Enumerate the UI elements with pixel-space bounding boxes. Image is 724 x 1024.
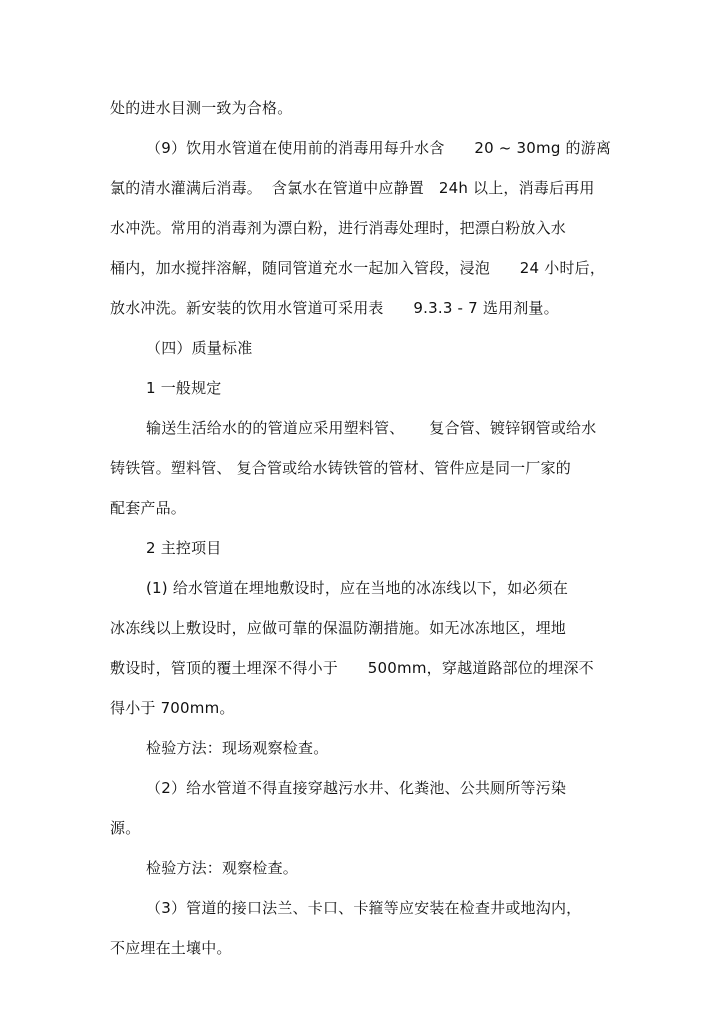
text-line-9: 输送生活给水的的管道应采用塑料管、 复合管、镀锌钢管或给水 [146, 419, 597, 437]
text-line-11: 配套产品。 [110, 499, 187, 517]
text-line-10: 铸铁管。塑料管、 复合管或给水铸铁管的管材、管件应是同一厂家的 [110, 459, 571, 477]
section-heading: （四）质量标准 [146, 339, 253, 357]
text-line-15: 敷设时，管顶的覆土埋深不得小于 500mm，穿越道路部位的埋深不 [110, 659, 594, 677]
text-line-6: 放水冲洗。新安装的饮用水管道可采用表 9.3.3 - 7 选用剂量。 [110, 299, 559, 317]
text-line-3: 氯的清水灌满后消毒。 含氯水在管道中应静置 24h 以上，消毒后再用 [110, 179, 595, 197]
text-line-21: （3）管道的接口法兰、卡口、卡箍等应安装在检查井或地沟内， [146, 899, 582, 917]
text-line-18: （2）给水管道不得直接穿越污水井、化粪池、公共厕所等污染 [146, 779, 567, 797]
text-line-16: 得小于 700mm。 [110, 699, 235, 717]
inspection-method-1: 检验方法：现场观察检查。 [146, 739, 329, 757]
subsection-heading-1: 1 一般规定 [146, 379, 222, 397]
text-line-4: 水冲洗。常用的消毒剂为漂白粉，进行消毒处理时，把漂白粉放入水 [110, 219, 567, 237]
text-line-5: 桶内，加水搅拌溶解，随同管道充水一起加入管段，浸泡 24 小时后， [110, 259, 606, 277]
text-line-19: 源。 [110, 819, 141, 837]
subsection-heading-2: 2 主控项目 [146, 539, 222, 557]
inspection-method-2: 检验方法：观察检查。 [146, 859, 299, 877]
text-line-1: 处的进水目测一致为合格。 [110, 99, 293, 117]
text-line-13: (1) 给水管道在埋地敷设时，应在当地的冰冻线以下，如必须在 [146, 579, 569, 597]
text-line-14: 冰冻线以上敷设时，应做可靠的保温防潮措施。如无冰冻地区，埋地 [110, 619, 567, 637]
text-line-2: （9）饮用水管道在使用前的消毒用每升水含 20 ~ 30mg 的游离 [146, 139, 612, 157]
text-line-22: 不应埋在土壤中。 [110, 939, 232, 957]
